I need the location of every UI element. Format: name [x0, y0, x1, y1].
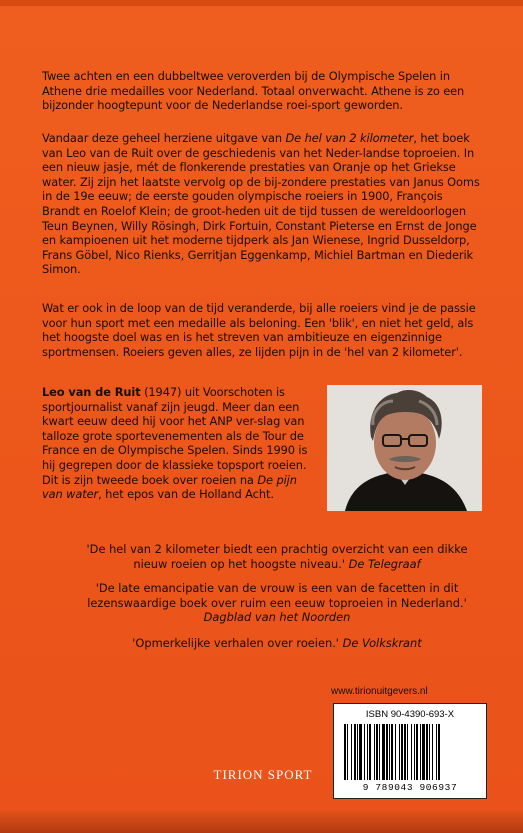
review-quote-volkskrant	[72, 636, 482, 651]
bottom-edge	[0, 811, 523, 833]
quote-source: De Telegraaf	[348, 556, 421, 571]
quote-text: 'De hel van 2 kilometer biedt een prachtig overzicht van een dikke nieuw roeien op het hoogste niveau.'	[86, 542, 468, 571]
author-portrait-icon	[327, 385, 482, 511]
barcode-digits: 9 789043 906937	[362, 782, 458, 793]
barcode-box	[333, 703, 487, 799]
author-name: Leo van de Ruit	[42, 385, 141, 399]
intro-paragraph	[42, 69, 482, 113]
passion-paragraph	[42, 301, 482, 359]
barcode-icon	[344, 724, 474, 780]
description-text-end: , het boek van Leo van de Ruit over de geschiedenis van het Neder-landse toproeien. In een nieuw jasje, mét de flonkerende prestaties van Oranje op het Griekse water. Zij zijn het laatste vervolg op de bij-zondere prestaties van Janus Ooms in de 19e eeuw; de eerste gouden olympische roeiers in 1900, François Brandt en Roelof Klein; de groot-heden uit de tijd tussen de wereldoorlogen Teun Beynen, Willy Rösingh, Dirk Fortuin, Constant Pieterse en Ernst de Jonge en kampioenen uit het moderne tijdperk als Jan Wienese, Ingrid Dusseldorp, Frans Göbel, Nico Rienks, Gerritjan Eggenkamp, Michiel Bartman en Diederik Simon.	[42, 131, 480, 277]
book-description-paragraph	[42, 131, 482, 277]
quote-source: De Volkskrant	[342, 636, 422, 650]
review-quote-telegraaf	[72, 542, 482, 571]
quote-source: Dagblad van het Noorden	[203, 610, 351, 625]
description-text-start: Vandaar deze geheel herziene uitgave van	[42, 131, 286, 145]
portrait-drawing	[327, 385, 482, 511]
isbn-label: ISBN 90-4390-693-X	[365, 709, 455, 720]
intro-text: Twee achten en een dubbeltwee veroverden bij de Olympische Spelen in Athene drie medailles voor Nederland. Totaal onverwacht. Athene is zo een bijzonder hoogtepunt voor de Nederlandse roei-sport geworden.	[42, 69, 465, 113]
book-title: De hel van 2 kilometer	[285, 131, 414, 145]
author-bio-paragraph	[42, 385, 310, 502]
passion-text: Wat er ook in de loop van de tijd veranderde, bij alle roeiers vind je de passie voor hun sport met een medaille als beloning. Een 'blik', en niet het geld, als het hoogste doel was en is het streven van ambitieuze en eigenzinnige sportmensen. Roeiers geven alles, ze lijden pijn in de 'hel van 2 kilometer'.	[42, 301, 476, 359]
quote-text: 'Opmerkelijke verhalen over roeien.'	[132, 636, 343, 650]
publisher-website: www.tirionuitgevers.nl	[331, 686, 428, 697]
author-bio-text: (1947) uit Voorschoten is sportjournalist vanaf zijn jeugd. Meer dan een kwart eeuw deed hij voor het ANP ver-slag van talloze grote sportevenementen als de Tour de France en de Olympische Spelen. Sinds 1990 is hij gegrepen door de klassieke topsport roeien. Dit is zijn tweede boek over roeien na	[42, 385, 308, 487]
author-bio-text-end: , het epos van de Holland Acht.	[98, 487, 274, 502]
quote-text: 'De late emancipatie van de vrouw is een van de facetten in dit lezenswaardige boek over ruim een eeuw toproeien in Nederland.'	[87, 581, 467, 610]
previous-book-title: De pijn van water	[42, 472, 297, 502]
publisher-logo: TIRION SPORT	[213, 767, 313, 782]
top-edge	[0, 0, 523, 6]
review-quote-dagblad	[72, 581, 482, 625]
